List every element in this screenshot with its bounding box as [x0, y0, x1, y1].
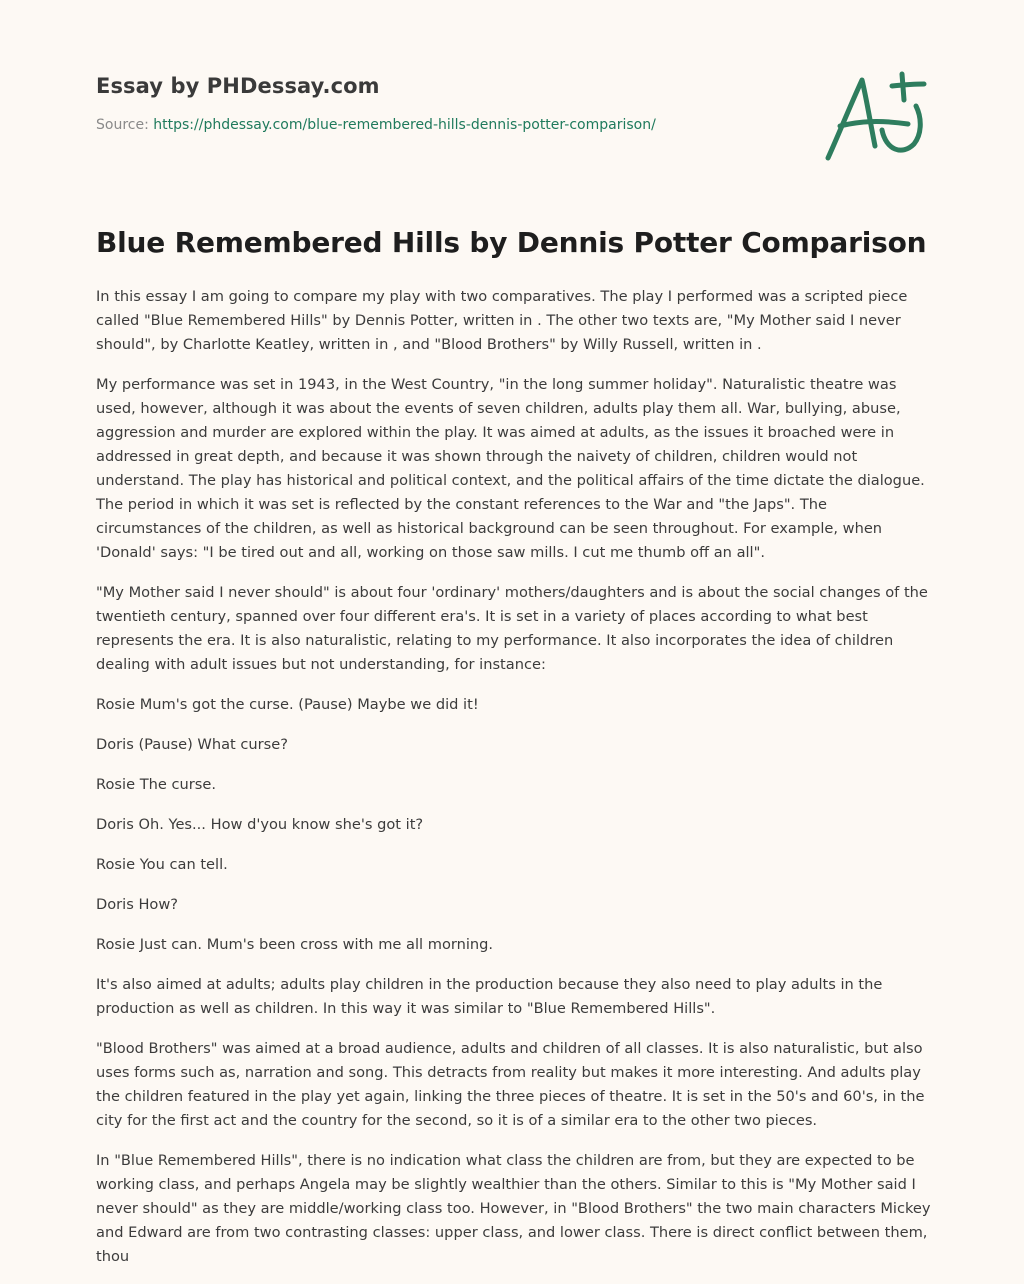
dialogue-line: Doris Oh. Yes... How d'you know she's got it?: [96, 816, 424, 833]
dialogue-line: Doris How?: [96, 896, 179, 913]
paragraph: It's also aimed at adults; adults play children in the production because they also need to play adults in the production as well as children. In this way it was similar to "Blue Remembered Hills".: [96, 976, 883, 1017]
paragraph: "Blood Brothers" was aimed at a broad audience, adults and children of all classes. It is also naturalistic, but also uses forms such as, narration and song. This detracts from reality but makes it more interesting. And adults play the children featured in the play yet again, linking the three pieces of theatre. It is set in the 50's and 60's, in the city for the first act and the country for the second, so it is of a similar era to the other two pieces.: [96, 1040, 925, 1129]
site-title: Essay by PHDessay.com: [96, 74, 380, 98]
essay-body: [96, 285, 932, 1284]
paragraph: In "Blue Remembered Hills", there is no indication what class the children are from, but they are expected to be working class, and perhaps Angela may be slightly wealthier than the others. Similar to this is "My Mother said I never should" as they are middle/working class too. However, in "Blood Brothers" the two main characters Mickey and Edward are from two contrasting classes: upper class, and lower class. There is direct conflict between them, thou: [96, 1152, 931, 1265]
dialogue-line: Rosie Just can. Mum's been cross with me all morning.: [96, 936, 494, 953]
dialogue-line: Rosie The curse.: [96, 776, 216, 793]
source-line: [96, 117, 796, 133]
paragraph: In this essay I am going to compare my play with two comparatives. The play I performed was a scripted piece called "Blue Remembered Hills" by Dennis Potter, written in . The other two texts are, "My Mother said I never should", by Charlotte Keatley, written in , and "Blood Brothers" by Willy Russell, written in .: [96, 288, 908, 353]
a-plus-logo-icon: [820, 66, 932, 166]
dialogue-line: Doris (Pause) What curse?: [96, 736, 288, 753]
paragraph: My performance was set in 1943, in the West Country, "in the long summer holiday". Naturalistic theatre was used, however, although it was about the events of seven children, adults play them all. War, bullying, abuse, aggression and murder are explored within the play. It was aimed at adults, as the issues it broached were in addressed in great depth, and because it was shown through the naivety of children, children would not understand. The play has historical and political context, and the political affairs of the time dictate the dialogue. The period in which it was set is reflected by the constant references to the War and "the Japs". The circumstances of the children, as well as historical background can be seen throughout. For example, when 'Donald' says: "I be tired out and all, working on those saw mills. I cut me thumb off an all".: [96, 376, 925, 561]
source-label: Source:: [96, 117, 154, 133]
dialogue-line: Rosie Mum's got the curse. (Pause) Maybe we did it!: [96, 696, 479, 713]
essay-title: Blue Remembered Hills by Dennis Potter Comparison: [96, 226, 927, 259]
page-header: [96, 74, 796, 133]
paragraph: "My Mother said I never should" is about four 'ordinary' mothers/daughters and is about the social changes of the twentieth century, spanned over four different era's. It is set in a variety of places according to what best represents the era. It is also naturalistic, relating to my performance. It also incorporates the idea of children dealing with adult issues but not understanding, for instance:: [96, 584, 928, 673]
source-link[interactable]: https://phdessay.com/blue-remembered-hills-dennis-potter-comparison/: [153, 117, 656, 133]
dialogue-line: Rosie You can tell.: [96, 856, 228, 873]
